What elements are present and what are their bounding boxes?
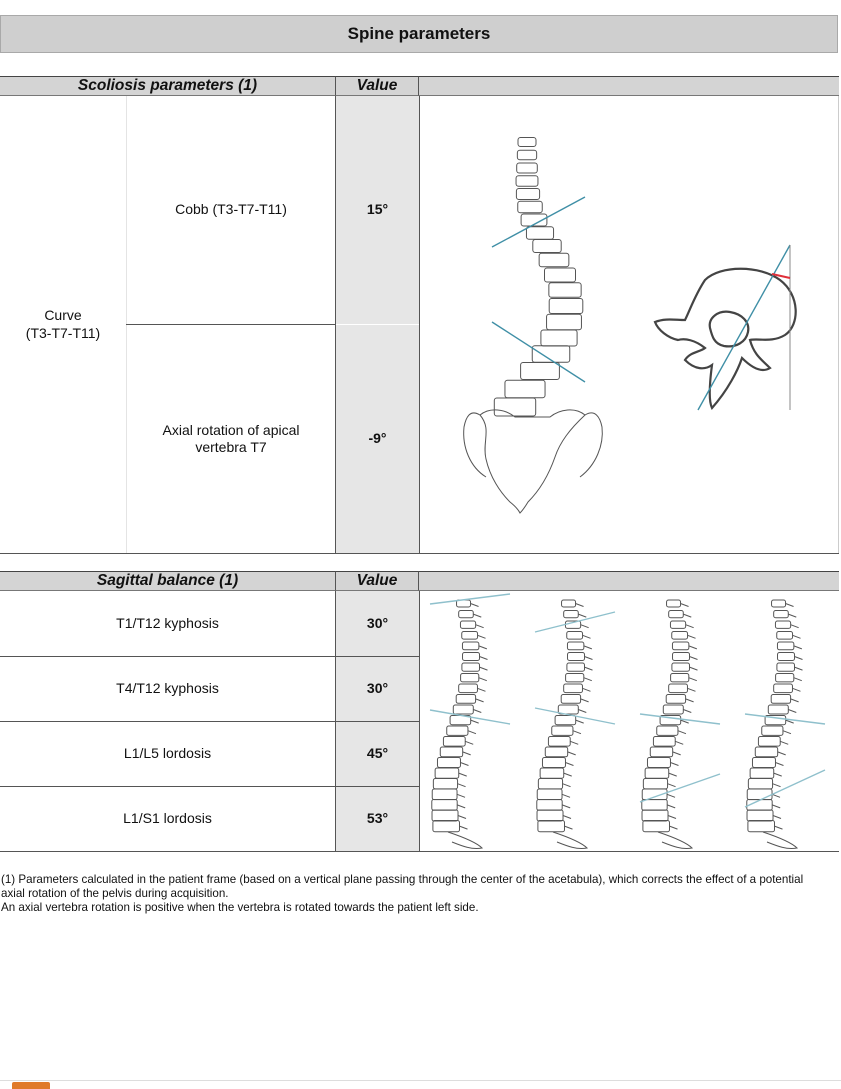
frontal-vertebra bbox=[521, 363, 560, 380]
sagittal-vertebra bbox=[440, 747, 462, 757]
sagittal-vertebra bbox=[568, 653, 585, 661]
sagittal-bottom-border bbox=[0, 851, 839, 852]
sagittal-header bbox=[0, 571, 335, 591]
sagittal-vertebra bbox=[538, 821, 565, 832]
sagittal-vertebra bbox=[776, 674, 794, 682]
frontal-vertebra bbox=[517, 150, 536, 160]
sagittal-vertebra bbox=[548, 737, 570, 747]
sagittal-vertebra bbox=[462, 632, 478, 640]
spinous-process bbox=[675, 741, 683, 744]
sagittal-image-header bbox=[419, 571, 839, 591]
spinous-process bbox=[479, 646, 487, 649]
spinous-process bbox=[669, 826, 677, 829]
spinous-process bbox=[774, 773, 782, 776]
axial-vertebra-illustration bbox=[650, 240, 810, 415]
sagittal-spines-illustration bbox=[420, 592, 838, 851]
spinous-process bbox=[775, 763, 783, 766]
frontal-vertebra bbox=[545, 268, 576, 282]
frontal-vertebra bbox=[533, 240, 561, 253]
sagittal-vertebra bbox=[537, 810, 563, 821]
scoliosis-header bbox=[0, 76, 335, 96]
spinous-process bbox=[683, 614, 691, 617]
l1-s1-lordosis-label-cell bbox=[0, 787, 335, 851]
spinous-process bbox=[669, 773, 677, 776]
sagittal-vertebra bbox=[758, 737, 780, 747]
sagittal-vertebra bbox=[666, 695, 685, 704]
spinous-process bbox=[792, 688, 800, 691]
frontal-vertebra bbox=[494, 398, 535, 416]
sagittal-vertebra bbox=[774, 611, 789, 618]
spinous-process bbox=[564, 773, 572, 776]
sagittal-vertebra bbox=[748, 821, 775, 832]
t4-t12-kyphosis-value: 30° bbox=[366, 680, 389, 697]
sagittal-vertebra bbox=[432, 800, 457, 811]
sagittal-vertebra bbox=[645, 768, 669, 778]
t4-t12-kyphosis-label-cell bbox=[0, 657, 335, 721]
spinous-process bbox=[463, 752, 471, 755]
spinous-process bbox=[576, 720, 584, 723]
l1-s1-lordosis-value: 53° bbox=[366, 810, 389, 827]
l1-l5-lordosis-value-cell bbox=[336, 722, 419, 786]
sagittal-vertebra bbox=[642, 810, 668, 821]
sagittal-vertebra bbox=[647, 758, 670, 768]
cobb-lower-line bbox=[492, 322, 585, 382]
sagittal-vertebra bbox=[461, 674, 479, 682]
spinous-process bbox=[459, 773, 467, 776]
page-title bbox=[0, 15, 838, 53]
spinous-process bbox=[458, 784, 466, 787]
cobb-value-cell bbox=[336, 96, 419, 324]
spinous-process bbox=[688, 635, 696, 638]
sagittal-vertebra bbox=[669, 611, 684, 618]
spinous-process bbox=[458, 816, 466, 819]
t4-t12-kyphosis-label: T4/T12 kyphosis bbox=[116, 680, 219, 697]
spinous-process bbox=[480, 657, 488, 660]
sagittal-vertebra bbox=[462, 663, 480, 671]
spinous-process bbox=[457, 794, 465, 797]
footnote bbox=[1, 873, 821, 915]
spinous-process bbox=[476, 625, 484, 628]
footnote-line-1: (1) Parameters calculated in the patient frame (based on a vertical plane passing through the center of the acetabula), which corrects the effect of a potential axial rotation of the pelvis during acquisition. bbox=[1, 873, 804, 901]
frontal-vertebra bbox=[549, 283, 581, 298]
sagittal-vertebra bbox=[566, 674, 584, 682]
sagittal-vertebra bbox=[561, 695, 580, 704]
sagittal-vertebra bbox=[672, 632, 688, 640]
spinous-process bbox=[794, 678, 802, 681]
sagittal-vertebra bbox=[653, 737, 675, 747]
scoliosis-right-border bbox=[838, 96, 839, 553]
spinous-process bbox=[562, 794, 570, 797]
scoliosis-value-header bbox=[335, 76, 419, 96]
sagittal-vertebra bbox=[463, 653, 480, 661]
spinous-process bbox=[670, 763, 678, 766]
sagittal-vertebra bbox=[432, 810, 458, 821]
frontal-vertebra bbox=[516, 189, 539, 200]
spinous-process bbox=[783, 731, 791, 734]
spinous-process bbox=[773, 784, 781, 787]
sagittal-vertebra bbox=[657, 726, 678, 735]
spinous-process bbox=[476, 699, 484, 702]
sagittal-vertebra bbox=[752, 758, 775, 768]
sagittal-vertebra bbox=[750, 768, 774, 778]
sagittal-vertebra bbox=[460, 621, 475, 628]
spinous-process bbox=[568, 752, 576, 755]
sagittal-vertebra bbox=[540, 768, 564, 778]
spinous-process bbox=[667, 805, 675, 808]
spinous-process bbox=[585, 657, 593, 660]
spinous-process bbox=[460, 763, 468, 766]
sagittal-vertebra bbox=[437, 758, 460, 768]
pelvis-wing-left bbox=[464, 413, 486, 477]
spinous-process bbox=[788, 710, 796, 713]
sagittal-vertebra bbox=[663, 705, 683, 714]
axial-rotation-label-cell bbox=[127, 325, 335, 553]
sacrum-outline bbox=[480, 410, 585, 513]
frontal-vertebrae bbox=[494, 138, 583, 417]
l1-s1-lordosis-label: L1/S1 lordosis bbox=[123, 810, 212, 827]
spinous-process bbox=[678, 731, 686, 734]
sagittal-vertebra bbox=[755, 747, 777, 757]
sagittal-vertebra bbox=[432, 789, 457, 800]
axial-rotation-value: -9° bbox=[368, 430, 387, 447]
sagittal-vertebra bbox=[672, 642, 688, 650]
spinous-process bbox=[786, 604, 794, 607]
spinous-process bbox=[563, 784, 571, 787]
t1-t12-kyphosis-label: T1/T12 kyphosis bbox=[116, 614, 219, 631]
spinous-process bbox=[794, 646, 802, 649]
spinous-process bbox=[570, 741, 578, 744]
scoliosis-bottom-border bbox=[0, 553, 839, 554]
sagittal-vertebra bbox=[562, 600, 576, 607]
spinous-process bbox=[465, 741, 473, 744]
sagittal-value-header-label: Value bbox=[356, 572, 398, 589]
sagittal-vertebra bbox=[555, 716, 576, 725]
sagittal-sacrum bbox=[658, 832, 692, 849]
sagittal-vertebra bbox=[772, 600, 786, 607]
spinous-process bbox=[564, 826, 572, 829]
sagittal-vertebra bbox=[542, 758, 565, 768]
frontal-vertebra bbox=[518, 201, 543, 213]
t1-t12-kyphosis-value-cell bbox=[336, 591, 419, 656]
sagittal-vertebra bbox=[435, 768, 459, 778]
sagittal-vertebra bbox=[456, 695, 475, 704]
spinous-process bbox=[772, 805, 780, 808]
spinous-process bbox=[578, 614, 586, 617]
sagittal-vertebra bbox=[643, 779, 667, 789]
sagittal-vertebra bbox=[669, 684, 688, 693]
spinous-process bbox=[573, 731, 581, 734]
t1-t12-kyphosis-value: 30° bbox=[366, 614, 389, 631]
sagittal-vertebra bbox=[777, 663, 795, 671]
spinous-process bbox=[687, 688, 695, 691]
spinous-process bbox=[582, 688, 590, 691]
t1-t12-kyphosis-label-cell bbox=[0, 591, 335, 656]
sagittal-vertebra bbox=[768, 705, 788, 714]
spinous-process bbox=[772, 794, 780, 797]
t4-t12-lower-line bbox=[535, 708, 615, 724]
frontal-vertebra bbox=[517, 163, 538, 173]
spinous-process bbox=[479, 667, 487, 670]
spinous-process bbox=[794, 667, 802, 670]
spinous-process bbox=[563, 816, 571, 819]
spinous-process bbox=[584, 646, 592, 649]
spinous-process bbox=[578, 710, 586, 713]
spinous-process bbox=[667, 794, 675, 797]
spinous-process bbox=[477, 688, 485, 691]
spinous-process bbox=[793, 635, 801, 638]
page-title-text: Spine parameters bbox=[347, 24, 491, 43]
sagittal-vertebra bbox=[564, 684, 583, 693]
sagittal-vertebra bbox=[447, 726, 468, 735]
l1-l5-lordosis-value: 45° bbox=[366, 745, 389, 762]
scoliosis-value-header-label: Value bbox=[356, 77, 398, 94]
l1-s1-lordosis-value-cell bbox=[336, 787, 419, 851]
curve-label-line2: (T3-T7-T11) bbox=[25, 324, 101, 341]
spinous-process bbox=[473, 710, 481, 713]
spinous-process bbox=[773, 816, 781, 819]
sagittal-value-header bbox=[335, 571, 419, 591]
t4-t12-upper-line bbox=[535, 612, 615, 632]
frontal-vertebra bbox=[549, 299, 583, 314]
sagittal-vertebra bbox=[433, 779, 457, 789]
sagittal-vertebra bbox=[537, 789, 562, 800]
frontal-vertebra bbox=[516, 176, 538, 187]
sagittal-spine-group bbox=[432, 600, 803, 849]
spinous-process bbox=[668, 816, 676, 819]
sagittal-vertebra bbox=[462, 642, 478, 650]
cobb-label-cell bbox=[127, 96, 335, 324]
sagittal-vertebra bbox=[545, 747, 567, 757]
spinous-process bbox=[457, 805, 465, 808]
sagittal-vertebra bbox=[748, 779, 772, 789]
scoliosis-header-label: Scoliosis parameters (1) bbox=[77, 77, 258, 94]
sagittal-vertebra bbox=[671, 674, 689, 682]
frontal-vertebra bbox=[539, 253, 569, 267]
sagittal-vertebra bbox=[433, 821, 460, 832]
sagittal-vertebra bbox=[453, 705, 473, 714]
pelvis-wing-right bbox=[580, 413, 602, 477]
sagittal-vertebra bbox=[667, 600, 681, 607]
spinous-process bbox=[459, 826, 467, 829]
sagittal-sacrum bbox=[763, 832, 797, 849]
sagittal-vertebra bbox=[777, 632, 793, 640]
sagittal-vertebra bbox=[564, 611, 579, 618]
spinous-process bbox=[686, 699, 694, 702]
spinous-process bbox=[581, 625, 589, 628]
spinous-process bbox=[774, 826, 782, 829]
sagittal-vertebra bbox=[567, 642, 583, 650]
spinous-process bbox=[576, 604, 584, 607]
sagittal-vertebra bbox=[538, 779, 562, 789]
sagittal-vertebra bbox=[537, 800, 562, 811]
spinous-process bbox=[479, 678, 487, 681]
spinous-process bbox=[683, 710, 691, 713]
spinous-process bbox=[584, 667, 592, 670]
sagittal-vertebra bbox=[762, 726, 783, 735]
spinous-process bbox=[673, 752, 681, 755]
frontal-spine-illustration bbox=[420, 97, 680, 552]
sagittal-vertebra bbox=[642, 800, 667, 811]
sagittal-vertebra bbox=[747, 810, 773, 821]
spinous-process bbox=[689, 646, 697, 649]
sagittal-vertebra bbox=[650, 747, 672, 757]
footnote-line-2: An axial vertebra rotation is positive when the vertebra is rotated towards the patient left side. bbox=[1, 901, 479, 915]
sagittal-vertebra bbox=[443, 737, 465, 747]
spinous-process bbox=[668, 784, 676, 787]
spinous-process bbox=[690, 657, 698, 660]
axial-rotation-label-line2: vertebra T7 bbox=[195, 439, 267, 455]
frontal-vertebra bbox=[505, 380, 545, 398]
scoliosis-image-header bbox=[419, 76, 839, 96]
frontal-vertebra bbox=[547, 314, 582, 330]
spinous-process bbox=[583, 635, 591, 638]
sagittal-vertebra bbox=[672, 663, 690, 671]
sagittal-vertebra bbox=[747, 789, 772, 800]
curve-label-cell bbox=[0, 96, 126, 553]
t1-t12-lower-line bbox=[430, 710, 510, 724]
sagittal-vertebra bbox=[771, 695, 790, 704]
l1-l5-lordosis-label: L1/L5 lordosis bbox=[123, 745, 212, 762]
frontal-vertebra bbox=[518, 138, 536, 147]
sagittal-vertebra bbox=[775, 621, 790, 628]
cobb-label: Cobb (T3-T7-T11) bbox=[175, 201, 287, 218]
axial-rotation-value-cell bbox=[336, 325, 419, 553]
sagittal-vertebra bbox=[778, 653, 795, 661]
spinous-process bbox=[471, 604, 479, 607]
spinous-process bbox=[681, 604, 689, 607]
sagittal-vertebra bbox=[670, 621, 685, 628]
sagittal-sacrum bbox=[553, 832, 587, 849]
sagittal-vertebra bbox=[567, 663, 585, 671]
spinous-process bbox=[471, 720, 479, 723]
sagittal-sacrum bbox=[448, 832, 482, 849]
spinous-process bbox=[473, 614, 481, 617]
frontal-vertebra bbox=[541, 330, 577, 346]
t1-t12-upper-line bbox=[430, 594, 510, 604]
cobb-value: 15° bbox=[366, 201, 389, 218]
spinous-process bbox=[791, 625, 799, 628]
spinous-process bbox=[788, 614, 796, 617]
spinous-process bbox=[562, 805, 570, 808]
spinous-process bbox=[478, 635, 486, 638]
spinous-process bbox=[778, 752, 786, 755]
spinous-process bbox=[468, 731, 476, 734]
sagittal-vertebra bbox=[552, 726, 573, 735]
sagittal-vertebra bbox=[777, 642, 793, 650]
page-bottom-divider bbox=[0, 1080, 841, 1081]
spinous-process bbox=[584, 678, 592, 681]
spinous-process bbox=[780, 741, 788, 744]
sagittal-vertebra bbox=[774, 684, 793, 693]
spinous-process bbox=[791, 699, 799, 702]
sagittal-vertebra bbox=[459, 684, 478, 693]
curve-label-line1: Curve bbox=[44, 307, 82, 323]
spinous-process bbox=[565, 763, 573, 766]
spinous-process bbox=[689, 678, 697, 681]
frontal-vertebra bbox=[526, 227, 553, 240]
axial-rotation-label-line1: Axial rotation of apical bbox=[162, 421, 300, 438]
sagittal-vertebra bbox=[567, 632, 583, 640]
spinous-process bbox=[795, 657, 803, 660]
sagittal-vertebra bbox=[643, 821, 670, 832]
sagittal-vertebra bbox=[459, 611, 474, 618]
spinous-process bbox=[581, 699, 589, 702]
t4-t12-kyphosis-value-cell bbox=[336, 657, 419, 721]
l1-l5-lordosis-label-cell bbox=[0, 722, 335, 786]
sagittal-header-label: Sagittal balance (1) bbox=[96, 572, 239, 589]
spinous-process bbox=[686, 625, 694, 628]
spinous-process bbox=[689, 667, 697, 670]
sagittal-vertebra bbox=[673, 653, 690, 661]
brand-logo-icon bbox=[12, 1082, 50, 1089]
